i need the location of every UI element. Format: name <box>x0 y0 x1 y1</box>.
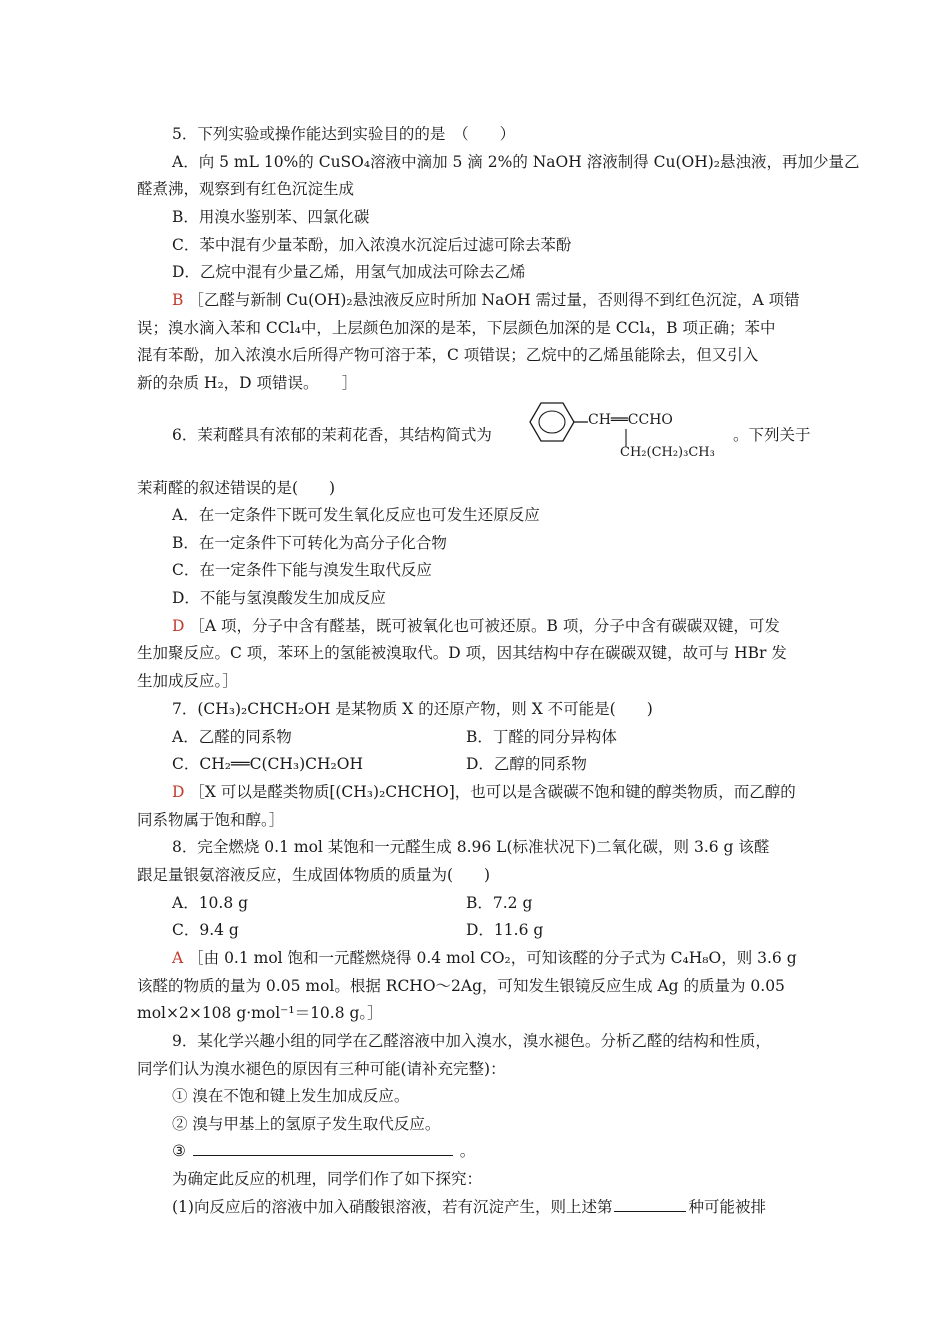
q8-stem: 8．完全燃烧 0.1 mol 某饱和一元醛生成 8.96 L(标准状况下)二氧化碳，则 3.6 g 该醛 <box>172 838 770 856</box>
q5-option-c: C．苯中混有少量苯酚，加入浓溴水沉淀后过滤可除去苯酚 <box>172 236 572 254</box>
q5-answer: B <box>172 291 184 309</box>
q8-explanation-line1 <box>172 948 797 968</box>
q6-option-b: B．在一定条件下可转化为高分子化合物 <box>172 534 447 552</box>
q6-option-a: A．在一定条件下既可发生氧化反应也可发生还原反应 <box>172 506 540 524</box>
q8-explanation-text: ［由 0.1 mol 饱和一元醛燃烧得 0.4 mol CO₂，可知该醛的分子式为 C₄H₈O，则 3.6 g <box>188 949 797 967</box>
benzene-ring-icon <box>522 397 592 447</box>
q7-answer: D <box>172 783 185 801</box>
q6-explanation-line3: 生加成反应。］ <box>137 672 238 690</box>
q7-explanation-line2: 同系物属于饱和醇。］ <box>137 811 285 829</box>
q9-stem-cont: 同学们认为溴水褪色的原因有三种可能(请补充完整)： <box>137 1060 506 1078</box>
q5-option-a-cont: 醛煮沸，观察到有红色沉淀生成 <box>137 180 355 198</box>
q5-explanation-line3: 混有苯酚，加入浓溴水后所得产物可溶于苯，C 项错误；乙烷中的乙烯虽能除去，但又引入 <box>137 346 759 364</box>
q7-stem: 7．(CH₃)₂CHCH₂OH 是某物质 X 的还原产物，则 X 不可能是( ) <box>172 700 653 718</box>
q9-item-3-end: 。 <box>459 1142 476 1160</box>
q6-option-d: D．不能与氢溴酸发生加成反应 <box>172 589 386 607</box>
q6-explanation-line2: 生加聚反应。C 项，苯环上的氢能被溴取代。D 项，因其结构中存在碳碳双键，故可与 HBr 发 <box>137 644 787 662</box>
q9-item-3-blank[interactable] <box>193 1141 453 1156</box>
mol-side-chain: CH₂(CH₂)₃CH₃ <box>620 445 715 460</box>
q6-stem-cont: 茉莉醛的叙述错误的是( ) <box>137 479 336 497</box>
q5-option-d: D．乙烷中混有少量乙烯，用氢气加成法可除去乙烯 <box>172 263 526 281</box>
q9-item-2: ② 溴与甲基上的氢原子发生取代反应。 <box>172 1115 441 1133</box>
q9-item-1: ① 溴在不饱和键上发生加成反应。 <box>172 1087 410 1105</box>
q9-intro: 为确定此反应的机理，同学们作了如下探究： <box>172 1170 483 1188</box>
q7-explanation-line1 <box>172 782 796 802</box>
q6-option-c: C．在一定条件下能与溴发生取代反应 <box>172 561 432 579</box>
q7-explanation-text: ［X 可以是醛类物质[(CH₃)₂CHCHO]，也可以是含碳碳不饱和键的醇类物质，而乙醇的 <box>189 783 796 801</box>
q5-option-a: A．向 5 mL 10%的 CuSO₄溶液中滴加 5 滴 2%的 NaOH 溶液制得 Cu(OH)₂悬浊液，再加少量乙 <box>172 153 860 171</box>
q5-explanation-line1 <box>172 290 800 310</box>
mol-top-chain: CH══CCHO <box>588 412 673 428</box>
q8-option-c: C．9.4 g <box>172 921 239 939</box>
q8-option-a: A．10.8 g <box>172 894 249 912</box>
q8-explanation-line2: 该醛的物质的量为 0.05 mol。根据 RCHO～2Ag，可知发生银镜反应生成 Ag 的质量为 0.05 <box>137 977 785 995</box>
q6-stem-tail: 。下列关于 <box>733 426 811 444</box>
q9-sub-1 <box>172 1197 766 1217</box>
q5-explanation-line4: 新的杂质 H₂，D 项错误。 ］ <box>137 374 358 392</box>
q8-answer: A <box>172 949 184 967</box>
q9-item-3-marker: ③ <box>172 1142 186 1160</box>
q6-answer: D <box>172 617 185 635</box>
q8-option-b: B．7.2 g <box>466 894 533 912</box>
q9-sub-1-text: (1)向反应后的溶液中加入硝酸银溶液，若有沉淀产生，则上述第 <box>172 1198 613 1216</box>
q5-stem: 5．下列实验或操作能达到实验目的的是 （ ） <box>172 125 516 143</box>
q9-item-3 <box>172 1141 475 1161</box>
q7-option-a: A．乙醛的同系物 <box>172 728 292 746</box>
q5-option-b: B．用溴水鉴别苯、四氯化碳 <box>172 208 370 226</box>
q9-sub-1-blank[interactable] <box>614 1197 686 1212</box>
q7-option-c: C．CH₂══C(CH₃)CH₂OH <box>172 755 363 773</box>
q6-stem: 6．茉莉醛具有浓郁的茉莉花香，其结构简式为 <box>172 426 492 444</box>
q6-explanation-line1 <box>172 616 780 636</box>
q8-option-d: D．11.6 g <box>466 921 544 939</box>
q5-explanation-line2: 误；溴水滴入苯和 CCl₄中，上层颜色加深的是苯，下层颜色加深的是 CCl₄，B 项正确；苯中 <box>137 319 776 337</box>
q9-sub-1-tail: 种可能被排 <box>688 1198 766 1216</box>
q7-option-b: B．丁醛的同分异构体 <box>466 728 617 746</box>
q7-option-d: D．乙醇的同系物 <box>466 755 587 773</box>
q5-explanation-text: ［乙醛与新制 Cu(OH)₂悬浊液反应时所加 NaOH 需过量，否则得不到红色沉淀，A 项错 <box>188 291 800 309</box>
q8-stem-cont: 跟足量银氨溶液反应，生成固体物质的质量为( ) <box>137 866 491 884</box>
q8-explanation-line3: mol×2×108 g·mol⁻¹＝10.8 g。］ <box>137 1004 383 1022</box>
q9-stem: 9．某化学兴趣小组的同学在乙醛溶液中加入溴水，溴水褪色。分析乙醛的结构和性质， <box>172 1032 771 1050</box>
jasminaldehyde-structure <box>522 397 732 467</box>
q6-explanation-text: ［A 项，分子中含有醛基，既可被氧化也可被还原。B 项，分子中含有碳碳双键，可发 <box>189 617 780 635</box>
